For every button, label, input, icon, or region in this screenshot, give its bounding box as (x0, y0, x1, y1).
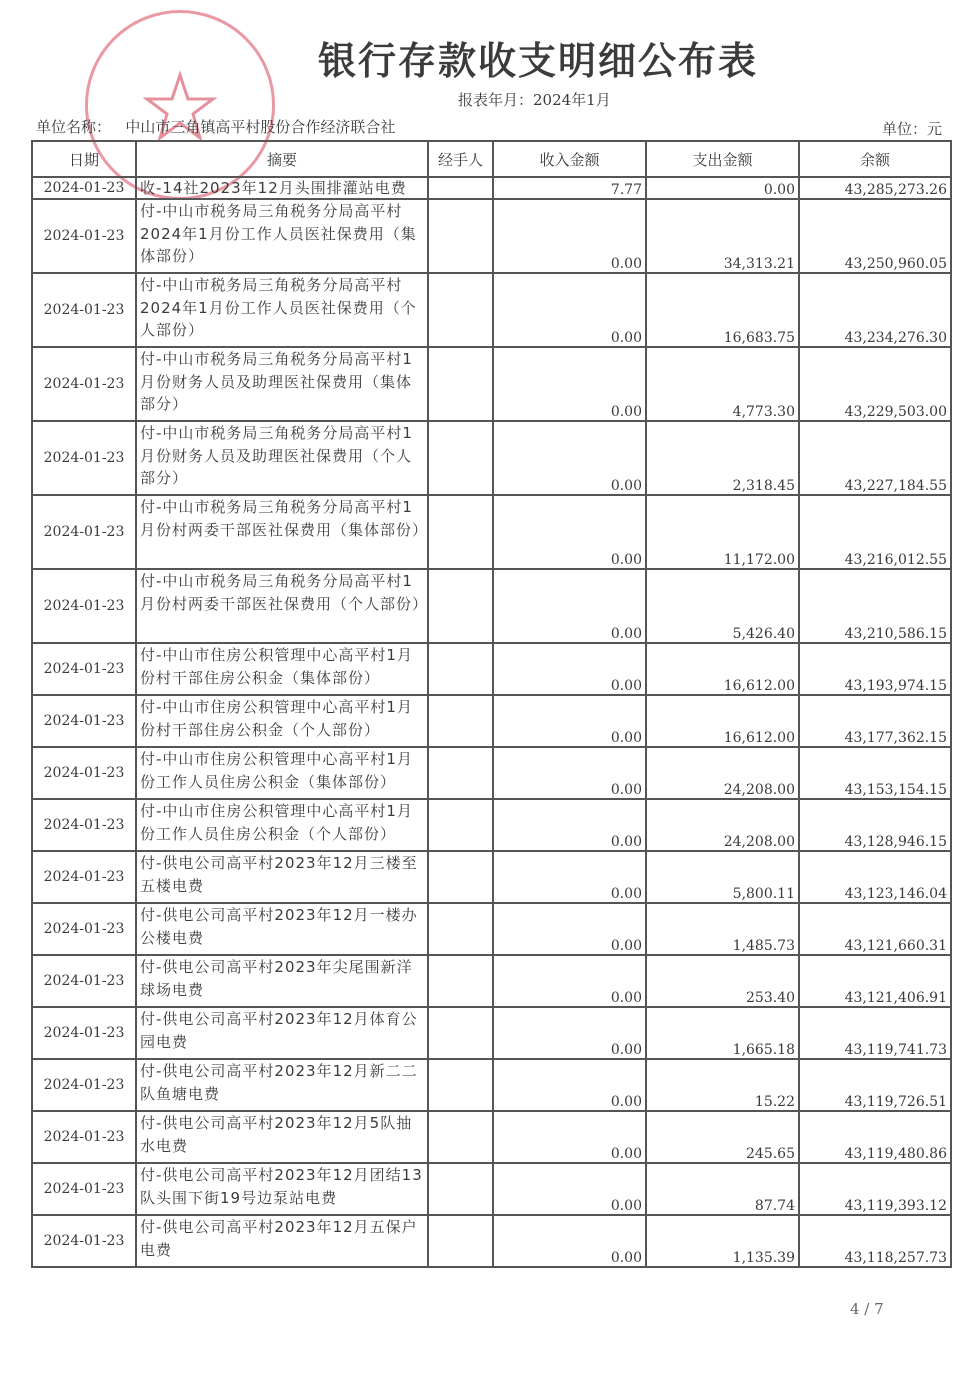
cell-balance: 43,177,362.15 (799, 695, 951, 747)
cell-summary: 收-14社2023年12月头围排灌站电费 (136, 177, 428, 199)
cell-expense: 4,773.30 (646, 347, 799, 421)
header-summary: 摘要 (136, 141, 428, 177)
cell-balance: 43,234,276.30 (799, 273, 951, 347)
cell-date: 2024-01-23 (32, 643, 136, 695)
cell-income: 0.00 (493, 199, 646, 273)
table-row (32, 495, 951, 569)
cell-handler (428, 1163, 493, 1215)
cell-date: 2024-01-23 (32, 421, 136, 495)
cell-income: 0.00 (493, 955, 646, 1007)
cell-balance: 43,250,960.05 (799, 199, 951, 273)
cell-balance: 43,119,726.51 (799, 1059, 951, 1111)
cell-expense: 5,800.11 (646, 851, 799, 903)
table-row (32, 199, 951, 273)
cell-income: 0.00 (493, 1215, 646, 1267)
cell-date: 2024-01-23 (32, 569, 136, 643)
cell-income: 0.00 (493, 695, 646, 747)
table-row (32, 421, 951, 495)
cell-income: 0.00 (493, 1007, 646, 1059)
cell-expense: 5,426.40 (646, 569, 799, 643)
page-number: 4 / 7 (850, 1300, 884, 1318)
cell-handler (428, 851, 493, 903)
cell-handler (428, 955, 493, 1007)
cell-income: 0.00 (493, 1163, 646, 1215)
table-row (32, 1111, 951, 1163)
cell-expense: 11,172.00 (646, 495, 799, 569)
cell-income: 0.00 (493, 495, 646, 569)
cell-expense: 2,318.45 (646, 421, 799, 495)
table-row (32, 799, 951, 851)
cell-handler (428, 495, 493, 569)
cell-balance: 43,193,974.15 (799, 643, 951, 695)
organization-name (36, 116, 395, 137)
cell-summary: 付-中山市住房公积管理中心高平村1月份工作人员住房公积金（集体部份） (136, 747, 428, 799)
cell-date: 2024-01-23 (32, 273, 136, 347)
cell-balance: 43,119,393.12 (799, 1163, 951, 1215)
cell-summary: 付-供电公司高平村2023年12月一楼办公楼电费 (136, 903, 428, 955)
cell-income: 0.00 (493, 851, 646, 903)
table-row (32, 347, 951, 421)
cell-handler (428, 643, 493, 695)
cell-income: 0.00 (493, 347, 646, 421)
table-row (32, 643, 951, 695)
cell-expense: 24,208.00 (646, 747, 799, 799)
header-handler: 经手人 (428, 141, 493, 177)
table-row (32, 177, 951, 199)
cell-handler (428, 1059, 493, 1111)
cell-income: 7.77 (493, 177, 646, 199)
cell-date: 2024-01-23 (32, 903, 136, 955)
organization-name-label: 单位名称： (36, 118, 112, 136)
cell-summary: 付-中山市税务局三角税务分局高平村1月份村两委干部医社保费用（个人部份） (136, 569, 428, 643)
cell-date: 2024-01-23 (32, 1059, 136, 1111)
cell-expense: 0.00 (646, 177, 799, 199)
cell-expense: 16,612.00 (646, 643, 799, 695)
cell-income: 0.00 (493, 747, 646, 799)
cell-balance: 43,121,406.91 (799, 955, 951, 1007)
cell-income: 0.00 (493, 1059, 646, 1111)
cell-handler (428, 1215, 493, 1267)
table-row (32, 955, 951, 1007)
cell-income: 0.00 (493, 421, 646, 495)
cell-summary: 付-供电公司高平村2023年12月5队抽水电费 (136, 1111, 428, 1163)
cell-summary: 付-中山市税务局三角税务分局高平村1月份财务人员及助理医社保费用（集体部分） (136, 347, 428, 421)
document-title: 银行存款收支明细公布表 (317, 39, 758, 83)
cell-balance: 43,229,503.00 (799, 347, 951, 421)
ledger-table (31, 140, 952, 1268)
cell-balance: 43,285,273.26 (799, 177, 951, 199)
cell-date: 2024-01-23 (32, 695, 136, 747)
cell-income: 0.00 (493, 903, 646, 955)
cell-summary: 付-供电公司高平村2023年尖尾围新洋球场电费 (136, 955, 428, 1007)
cell-expense: 16,612.00 (646, 695, 799, 747)
cell-date: 2024-01-23 (32, 495, 136, 569)
cell-income: 0.00 (493, 643, 646, 695)
cell-balance: 43,227,184.55 (799, 421, 951, 495)
cell-expense: 1,485.73 (646, 903, 799, 955)
cell-handler (428, 747, 493, 799)
header-expense: 支出金额 (646, 141, 799, 177)
cell-date: 2024-01-23 (32, 799, 136, 851)
cell-income: 0.00 (493, 273, 646, 347)
cell-summary: 付-中山市住房公积管理中心高平村1月份工作人员住房公积金（个人部份） (136, 799, 428, 851)
cell-summary: 付-中山市税务局三角税务分局高平村2024年1月份工作人员医社保费用（集体部份） (136, 199, 428, 273)
cell-date: 2024-01-23 (32, 747, 136, 799)
cell-handler (428, 695, 493, 747)
cell-date: 2024-01-23 (32, 1163, 136, 1215)
cell-handler (428, 569, 493, 643)
cell-handler (428, 1007, 493, 1059)
cell-date: 2024-01-23 (32, 851, 136, 903)
report-period: 报表年月：2024年1月 (458, 91, 611, 109)
table-row (32, 569, 951, 643)
cell-handler (428, 799, 493, 851)
table-row (32, 747, 951, 799)
cell-handler (428, 199, 493, 273)
cell-expense: 34,313.21 (646, 199, 799, 273)
table-header-row (32, 141, 951, 177)
cell-income: 0.00 (493, 1111, 646, 1163)
cell-income: 0.00 (493, 569, 646, 643)
ledger-body (32, 177, 951, 1267)
table-row (32, 273, 951, 347)
cell-balance: 43,123,146.04 (799, 851, 951, 903)
cell-expense: 253.40 (646, 955, 799, 1007)
organization-name-value: 中山市三角镇高平村股份合作经济联合社 (125, 118, 396, 136)
cell-balance: 43,210,586.15 (799, 569, 951, 643)
table-row (32, 851, 951, 903)
cell-summary: 付-供电公司高平村2023年12月五保户电费 (136, 1215, 428, 1267)
cell-summary: 付-中山市住房公积管理中心高平村1月份村干部住房公积金（个人部份） (136, 695, 428, 747)
cell-date: 2024-01-23 (32, 1111, 136, 1163)
cell-income: 0.00 (493, 799, 646, 851)
cell-handler (428, 273, 493, 347)
cell-expense: 245.65 (646, 1111, 799, 1163)
cell-handler (428, 1111, 493, 1163)
header-balance: 余额 (799, 141, 951, 177)
cell-summary: 付-供电公司高平村2023年12月三楼至五楼电费 (136, 851, 428, 903)
cell-summary: 付-中山市税务局三角税务分局高平村2024年1月份工作人员医社保费用（个人部份） (136, 273, 428, 347)
cell-date: 2024-01-23 (32, 1215, 136, 1267)
cell-summary: 付-中山市住房公积管理中心高平村1月份村干部住房公积金（集体部份） (136, 643, 428, 695)
cell-balance: 43,128,946.15 (799, 799, 951, 851)
cell-handler (428, 903, 493, 955)
cell-balance: 43,119,480.86 (799, 1111, 951, 1163)
cell-handler (428, 177, 493, 199)
cell-balance: 43,153,154.15 (799, 747, 951, 799)
cell-summary: 付-供电公司高平村2023年12月体育公园电费 (136, 1007, 428, 1059)
cell-balance: 43,216,012.55 (799, 495, 951, 569)
table-row (32, 1059, 951, 1111)
cell-date: 2024-01-23 (32, 347, 136, 421)
cell-expense: 24,208.00 (646, 799, 799, 851)
cell-summary: 付-供电公司高平村2023年12月新二二队鱼塘电费 (136, 1059, 428, 1111)
cell-expense: 16,683.75 (646, 273, 799, 347)
cell-expense: 15.22 (646, 1059, 799, 1111)
cell-expense: 1,665.18 (646, 1007, 799, 1059)
table-row (32, 695, 951, 747)
cell-summary: 付-中山市税务局三角税务分局高平村1月份财务人员及助理医社保费用（个人部分） (136, 421, 428, 495)
cell-date: 2024-01-23 (32, 177, 136, 199)
cell-balance: 43,118,257.73 (799, 1215, 951, 1267)
cell-balance: 43,119,741.73 (799, 1007, 951, 1059)
currency-unit: 单位：元 (881, 120, 942, 138)
header-income: 收入金额 (493, 141, 646, 177)
cell-balance: 43,121,660.31 (799, 903, 951, 955)
cell-date: 2024-01-23 (32, 199, 136, 273)
cell-summary: 付-中山市税务局三角税务分局高平村1月份村两委干部医社保费用（集体部份） (136, 495, 428, 569)
table-row (32, 1007, 951, 1059)
cell-handler (428, 421, 493, 495)
table-row (32, 1215, 951, 1267)
header-date: 日期 (32, 141, 136, 177)
cell-summary: 付-供电公司高平村2023年12月团结13队头围下街19号边泵站电费 (136, 1163, 428, 1215)
table-row (32, 903, 951, 955)
cell-date: 2024-01-23 (32, 955, 136, 1007)
table-row (32, 1163, 951, 1215)
cell-handler (428, 347, 493, 421)
cell-expense: 87.74 (646, 1163, 799, 1215)
cell-expense: 1,135.39 (646, 1215, 799, 1267)
cell-date: 2024-01-23 (32, 1007, 136, 1059)
